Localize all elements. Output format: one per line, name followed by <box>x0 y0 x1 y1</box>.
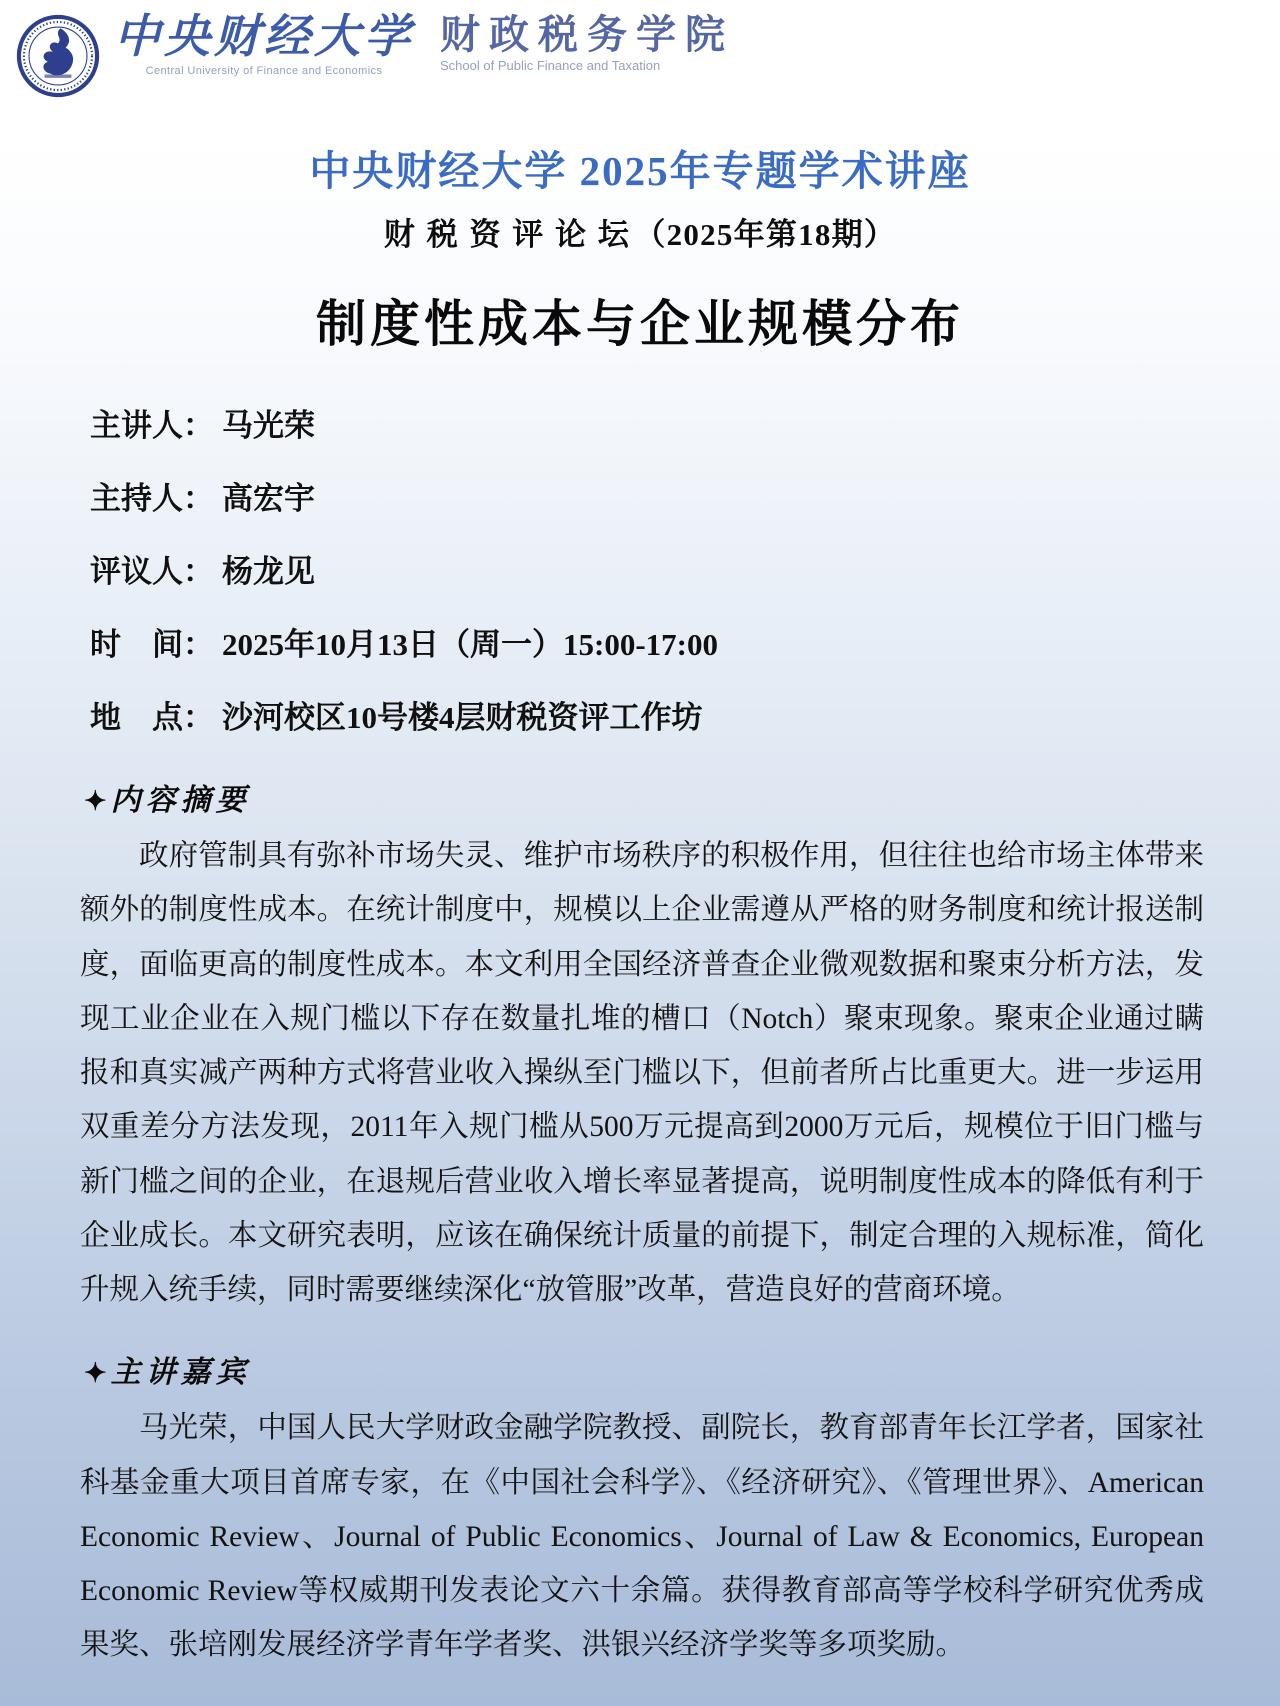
section-title-speaker: 主讲嘉宾 <box>110 1356 251 1390</box>
lecture-details <box>90 410 1280 733</box>
detail-value-time: 2025年10月13日（周一）15:00-17:00 <box>222 627 718 662</box>
forum-issue: （2025年第18期） <box>634 217 897 252</box>
university-header <box>0 0 1280 108</box>
detail-row-host <box>90 483 1280 514</box>
detail-value-host: 高宏宇 <box>222 481 315 516</box>
school-name-cn: 财政税务学院 <box>440 13 734 57</box>
abstract-paragraph: 政府管制具有弥补市场失灵、维护市场秩序的积极作用，但往往也给市场主体带来额外的制度性成本。在统计制度中，规模以上企业需遵从严格的财务制度和统计报送制度，面临更高的制度性成本。本文利用全国经济普查企业微观数据和聚束分析方法，发现工业企业在入规门槛以下存在数量扎堆的槽口（Notch）聚束现象。聚束企业通过瞒报和真实减产两种方式将营业收入操纵至门槛以下，但前者所占比重更大。进一步运用双重差分方法发现，2011年入规门槛从500万元提高到2000万元后，规模位于旧门槛与新门槛之间的企业，在退规后营业收入增长率显著提高，说明制度性成本的降低有利于企业成长。本文研究表明，应该在确保统计质量的前提下，制定合理的入规标准，简化升规入统手续，同时需要继续深化“放管服”改革，营造良好的营商环境。 <box>80 840 1204 1307</box>
section-speaker <box>0 1347 1280 1672</box>
forum-name: 财税资评论坛 <box>383 217 641 252</box>
university-seal-icon <box>16 14 100 98</box>
detail-label-location: 地 点： <box>90 700 214 735</box>
detail-label-host: 主持人： <box>90 481 214 516</box>
university-name-cn: 中央财经大学 <box>114 11 414 62</box>
detail-label-speaker: 主讲人： <box>90 408 214 443</box>
detail-value-speaker: 马光荣 <box>222 408 315 443</box>
diamond-icon: ✦ <box>84 1358 107 1389</box>
section-title-abstract: 内容摘要 <box>110 784 251 817</box>
section-header-abstract <box>84 775 1280 819</box>
detail-label-discussant: 评议人： <box>90 554 214 589</box>
detail-row-time <box>90 629 1280 660</box>
detail-row-discussant <box>90 556 1280 587</box>
school-name-block <box>440 12 734 73</box>
detail-value-discussant: 杨龙见 <box>222 554 315 589</box>
detail-value-location: 沙河校区10号楼4层财税资评工作坊 <box>222 700 703 735</box>
detail-row-location <box>90 702 1280 733</box>
series-title: 中央财经大学 2025年专题学术讲座 <box>309 148 971 194</box>
lecture-title: 制度性成本与企业规模分布 <box>316 296 964 352</box>
speaker-bio-paragraph: 马光荣，中国人民大学财政金融学院教授、副院长，教育部青年长江学者，国家社科基金重大项目首席专家，在《中国社会科学》、《经济研究》、《管理世界》、American Economic Review、Journal of Public Economics、Journal of Law & Economics, European Economic Review等权威期刊发表论文六十余篇。获得教育部高等学校科学研究优秀成果奖、张培刚发展经济学青年学者奖、洪银兴经济学奖等多项奖励。 <box>80 1412 1204 1662</box>
section-abstract <box>0 775 1280 1317</box>
forum-title <box>0 209 1280 254</box>
school-name-en: School of Public Finance and Taxation <box>440 58 661 73</box>
diamond-icon: ✦ <box>84 786 107 816</box>
university-name-block <box>114 12 414 77</box>
university-name-en: Central University of Finance and Economics <box>145 64 383 77</box>
detail-label-time: 时 间： <box>90 627 214 662</box>
section-header-speaker <box>84 1347 1280 1391</box>
detail-row-speaker <box>90 410 1280 441</box>
